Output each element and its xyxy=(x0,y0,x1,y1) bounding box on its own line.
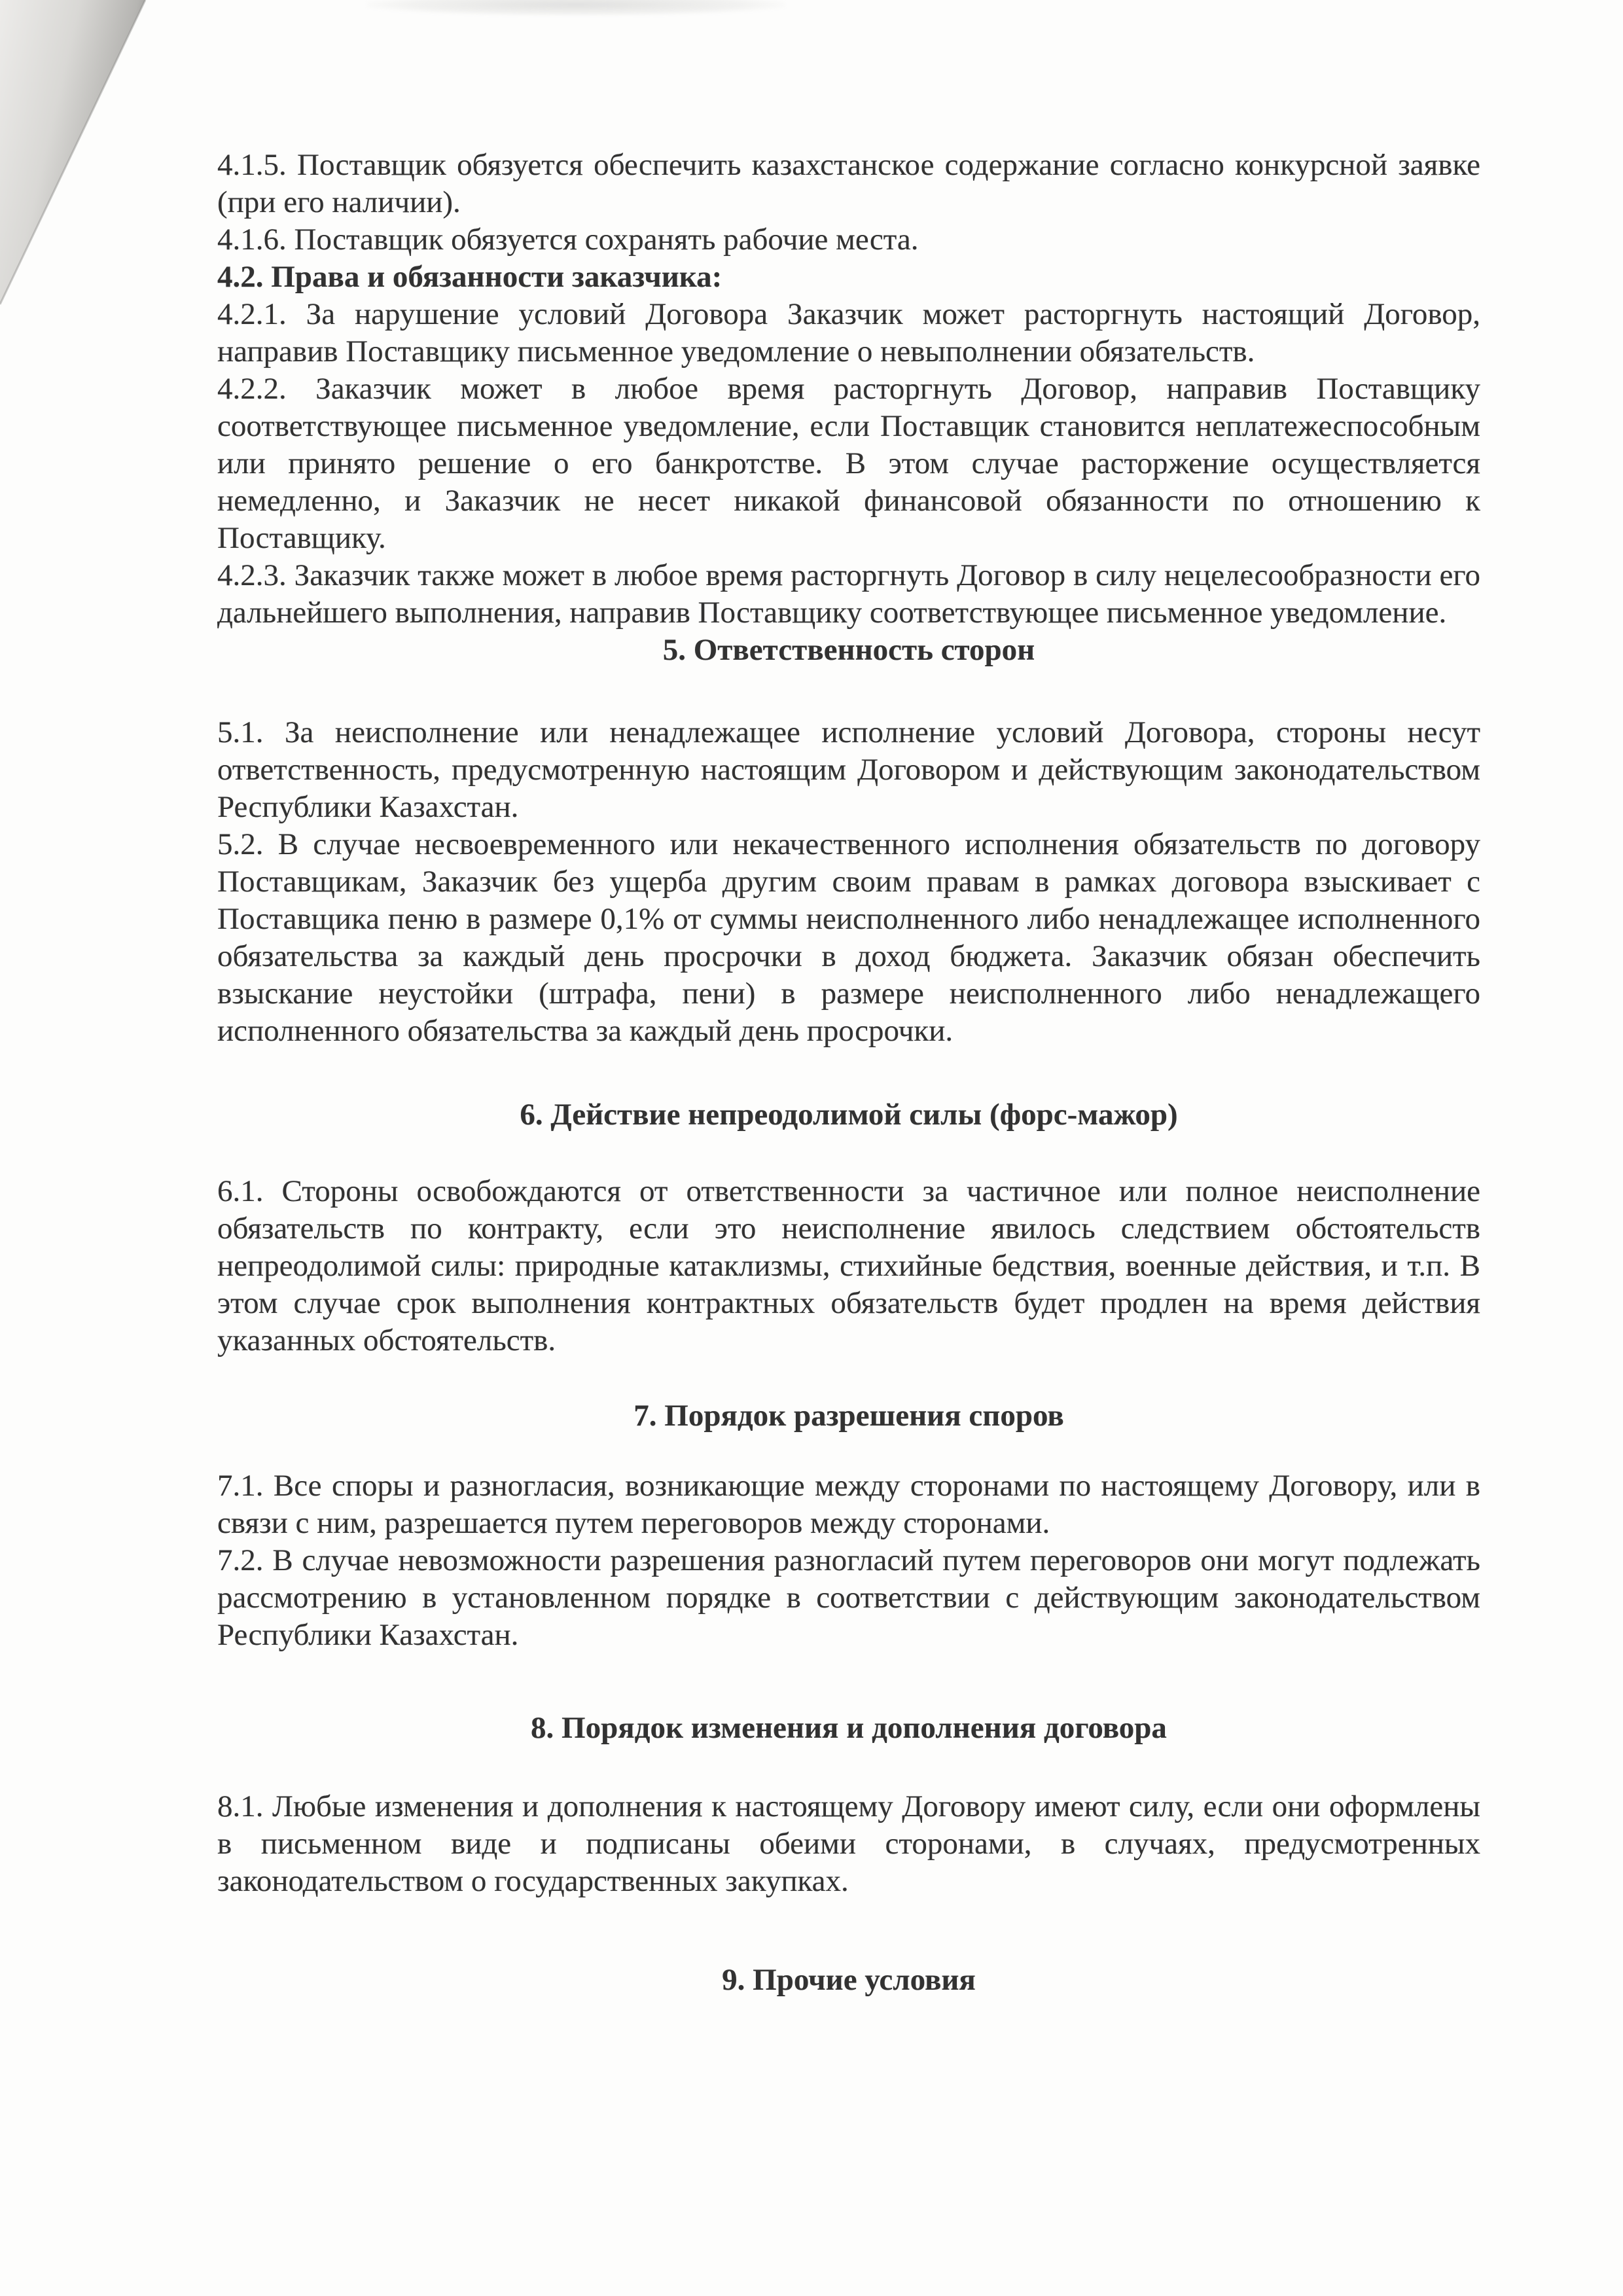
clause-4-1-6-paragraph: 4.1.6. Поставщик обязуется сохранять рабочие места. xyxy=(217,223,919,257)
section-8-heading: 8. Порядок изменения и дополнения договора xyxy=(531,1711,1167,1745)
clause-4-2-1-paragraph: 4.2.1. За нарушение условий Договора Заказчик может расторгнуть настоящий Договор, направив Поставщику письменное уведомление о невыполнении обязательств. xyxy=(217,297,1480,368)
section-6-heading: 6. Действие непреодолимой силы (форс-мажор) xyxy=(520,1098,1178,1132)
clause-4-2-subheading: 4.2. Права и обязанности заказчика: xyxy=(217,260,722,294)
section-9-heading: 9. Прочие условия xyxy=(722,1963,976,1997)
contract-text-body xyxy=(217,147,1480,1999)
clause-6-1-paragraph: 6.1. Стороны освобождаются от ответственности за частичное или полное неисполнение обязательств по контракту, если это неисполнение явилось следствием обстоятельств непреодолимой силы: природные катаклизмы, стихийные бедствия, военные действия, и т.п. В этом случае срок выполнения контрактных обязательств будет продлен на время действия указанных обстоятельств. xyxy=(217,1174,1480,1357)
clause-5-2-paragraph: 5.2. В случае несвоевременного или некачественного исполнения обязательств по договору Поставщикам, Заказчик без ущерба другим своим правам в рамках договора взыскивает с Поставщика пеню в размере 0,1% от суммы неисполненного либо ненадлежащее исполненного обязательства за каждый день просрочки в доход бюджета. Заказчик обязан обеспечить взыскание неустойки (штрафа, пени) в размере неисполненного либо ненадлежащего исполненного обязательства за каждый день просрочки. xyxy=(217,827,1480,1048)
clause-4-2-3-paragraph: 4.2.3. Заказчик также может в любое время расторгнуть Договор в силу нецелесообразности его дальнейшего выполнения, направив Поставщику соответствующее письменное уведомление. xyxy=(217,558,1480,630)
clause-4-2-2-paragraph: 4.2.2. Заказчик может в любое время расторгнуть Договор, направив Поставщику соответствующее письменное уведомление, если Поставщик становится неплатежеспособным или принято решение о его банкротстве. В этом случае расторжение осуществляется немедленно, и Заказчик не несет никакой финансовой обязанности по отношению к Поставщику. xyxy=(217,372,1480,555)
clause-5-1-paragraph: 5.1. За неисполнение или ненадлежащее исполнение условий Договора, стороны несут ответственность, предусмотренную настоящим Договором и действующим законодательством Республики Казахстан. xyxy=(217,715,1480,824)
clause-8-1-paragraph: 8.1. Любые изменения и дополнения к настоящему Договору имеют силу, если они оформлены в письменном виде и подписаны обеими сторонами, в случаях, предусмотренных законодательством о государственных закупках. xyxy=(217,1789,1480,1898)
clause-4-1-5-paragraph: 4.1.5. Поставщик обязуется обеспечить казахстанское содержание согласно конкурсной заявке (при его наличии). xyxy=(217,148,1480,219)
clause-7-2-paragraph: 7.2. В случае невозможности разрешения разногласий путем переговоров они могут подлежать рассмотрению в установленном порядке в соответствии с действующим законодательством Республики Казахстан. xyxy=(217,1543,1480,1652)
scan-smudge-artifact xyxy=(366,0,785,16)
section-5-heading: 5. Ответственность сторон xyxy=(662,633,1035,667)
clause-7-1-paragraph: 7.1. Все споры и разногласия, возникающие между сторонами по настоящему Договору, или в связи с ним, разрешается путем переговоров между сторонами. xyxy=(217,1469,1480,1540)
page-corner-fold xyxy=(0,0,170,327)
section-7-heading: 7. Порядок разрешения споров xyxy=(633,1399,1064,1433)
